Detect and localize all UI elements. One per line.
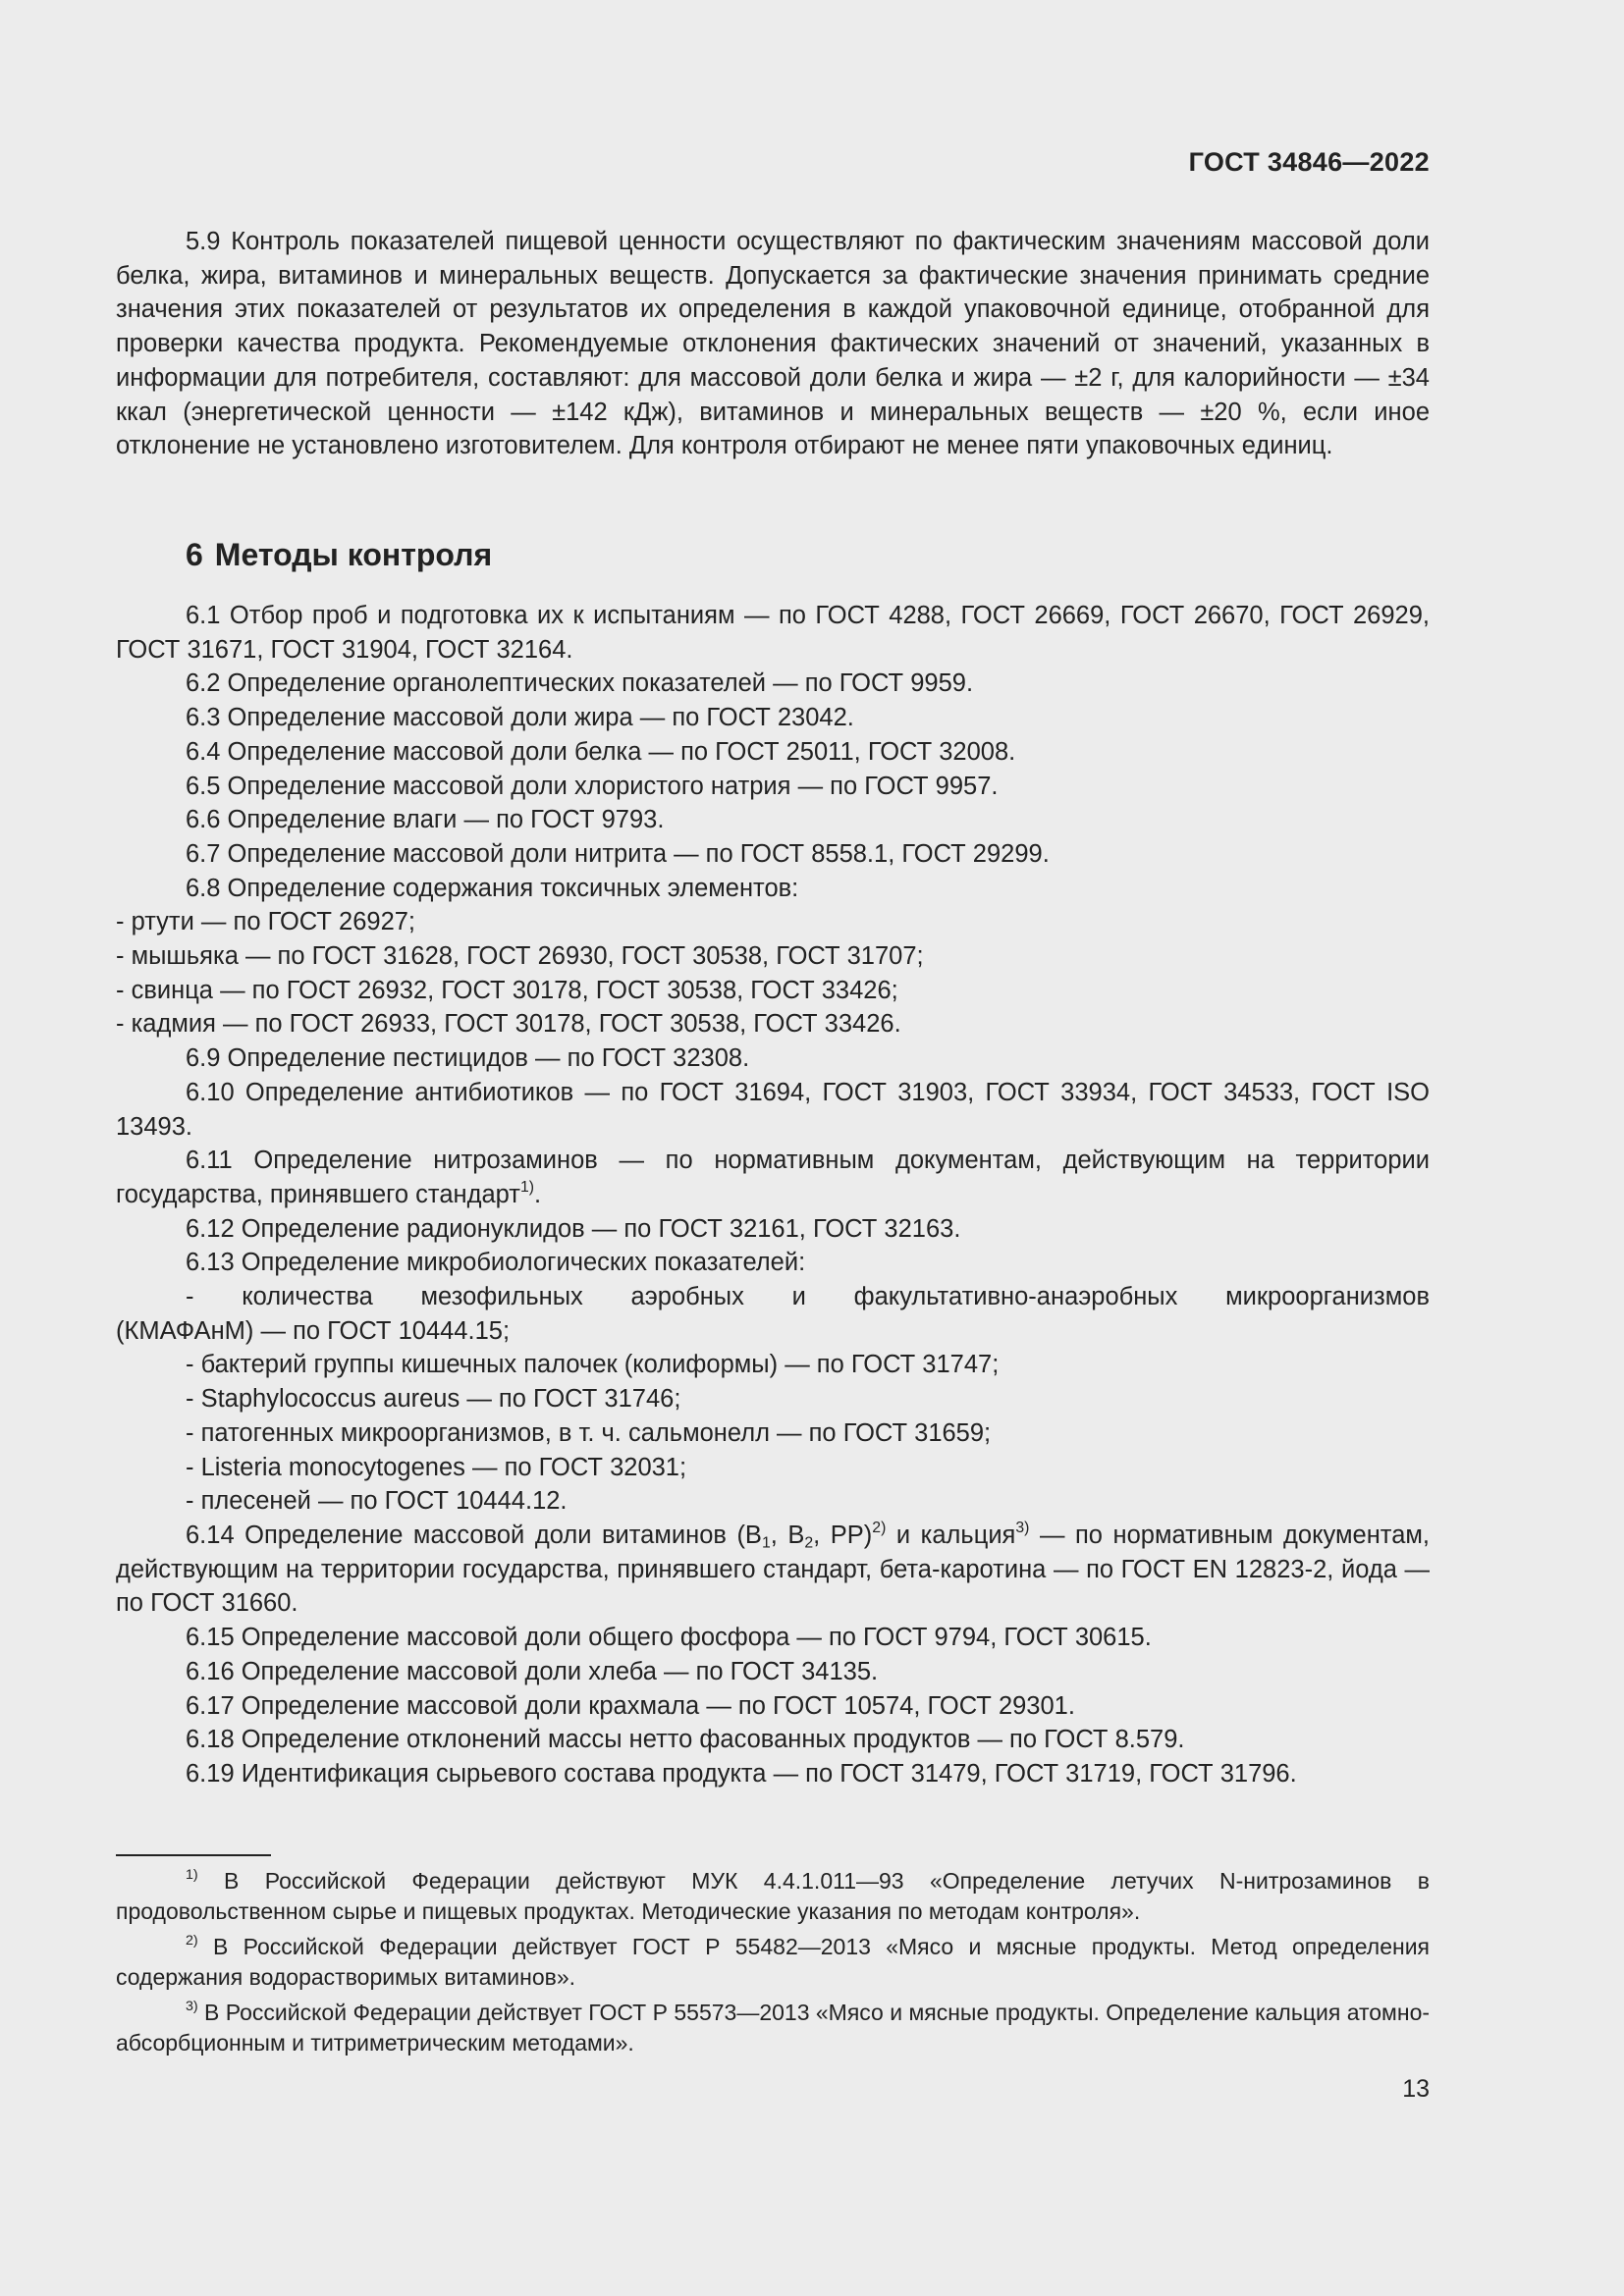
footnote-3 <box>116 1998 1430 2058</box>
footnote-1 <box>116 1866 1430 1927</box>
list-item-text: — по нормативным документам, действующим на территории государства, принявшего стандарт, бета-каротина — по ГОСТ EN 12823-2, йода — по ГОСТ 31660. <box>116 1521 1430 1618</box>
footnote-ref-2: 2) <box>872 1519 887 1536</box>
list-item: 6.2 Определение органолептических показателей — по ГОСТ 9959. <box>186 669 974 698</box>
list-item: 6.3 Определение массовой доли жира — по ГОСТ 23042. <box>186 704 854 732</box>
list-item: 6.10 Определение антибиотиков — по ГОСТ 31694, ГОСТ 31903, ГОСТ 33934, ГОСТ 34533, ГОСТ ISO 13493. <box>116 1078 1430 1141</box>
footnote-2 <box>116 1932 1430 1993</box>
sub-item: - количества мезофильных аэробных и факультативно-анаэробных микроорганизмов <box>186 1283 1430 1311</box>
sub-item: - плесеней — по ГОСТ 10444.12. <box>186 1487 568 1516</box>
subscript: 2 <box>804 1534 814 1552</box>
list-item: 6.19 Идентификация сырьевого состава продукта — по ГОСТ 31479, ГОСТ 31719, ГОСТ 31796. <box>186 1759 1297 1788</box>
paragraph-5-9-text: 5.9 Контроль показателей пищевой ценности осуществляют по фактическим значениям массовой доли белка, жира, витаминов и минеральных веществ. Допускается за фактические значения принимать средние значения этих показателей от результатов их определения в каждой упаковочной единице, отобранной для проверки качества продукта. Рекомендуемые отклонения фактических значений от значений, указанных в информации для потребителя, составляют: для массовой доли белка и жира — ±2 г, для калорийности — ±34 ккал (энергетической ценности — ±142 кДж), витаминов и минеральных веществ — ±20 %, если иное отклонение не установлено изготовителем. Для контроля отбирают не менее пяти упаковочных единиц. <box>116 228 1430 460</box>
list-item <box>116 1144 1430 1211</box>
methods-list <box>116 599 1430 1791</box>
footnote-text: В Российской Федерации действует ГОСТ Р 55482—2013 «Мясо и мясные продукты. Метод определения содержания водорастворимых витаминов». <box>116 1934 1430 1990</box>
document-page <box>116 0 1430 2296</box>
footnote-text: В Российской Федерации действуют МУК 4.4.1.011—93 «Определение летучих N-нитрозаминов в продовольственном сырье и пищевых продуктах. Методические указания по методам контроля». <box>116 1868 1430 1924</box>
document-header: ГОСТ 34846—2022 <box>1188 147 1430 177</box>
section-heading <box>186 537 492 573</box>
footnotes <box>116 1866 1430 2063</box>
footnote-ref-3: 3) <box>1015 1519 1030 1536</box>
sub-item: - ртути — по ГОСТ 26927; <box>116 908 416 936</box>
sub-item: - патогенных микроорганизмов, в т. ч. сальмонелл — по ГОСТ 31659; <box>186 1418 992 1447</box>
list-item-text: 6.14 Определение массовой доли витаминов (B <box>186 1521 762 1549</box>
sub-item: - Staphylococcus aureus — по ГОСТ 31746; <box>186 1385 681 1414</box>
paragraph-5-9 <box>116 225 1430 463</box>
sub-item: - свинца — по ГОСТ 26932, ГОСТ 30178, ГОСТ 30538, ГОСТ 33426; <box>116 976 898 1004</box>
list-item-text: и кальция <box>886 1521 1016 1549</box>
sub-item: - бактерий группы кишечных палочек (колиформы) — по ГОСТ 31747; <box>186 1351 1000 1379</box>
sub-item-continuation: (КМАФАнМ) — по ГОСТ 10444.15; <box>116 1316 511 1345</box>
sub-item: - мышьяка — по ГОСТ 31628, ГОСТ 26930, ГОСТ 30538, ГОСТ 31707; <box>116 942 924 971</box>
list-item: 6.9 Определение пестицидов — по ГОСТ 32308. <box>186 1044 750 1073</box>
list-item-text: , B <box>770 1521 805 1549</box>
sub-item: - кадмия — по ГОСТ 26933, ГОСТ 30178, ГОСТ 30538, ГОСТ 33426. <box>116 1010 901 1039</box>
list-item: 6.1 Отбор проб и подготовка их к испытаниям — по ГОСТ 4288, ГОСТ 26669, ГОСТ 26670, ГОСТ 26929, ГОСТ 31671, ГОСТ 31904, ГОСТ 32164. <box>116 602 1430 664</box>
list-item: 6.18 Определение отклонений массы нетто фасованных продуктов — по ГОСТ 8.579. <box>186 1726 1185 1754</box>
list-item: 6.17 Определение массовой доли крахмала — по ГОСТ 10574, ГОСТ 29301. <box>186 1691 1075 1720</box>
footnote-ref-1: 1) <box>519 1178 534 1196</box>
footnote-mark: 3) <box>186 1999 198 2015</box>
footnote-text: В Российской Федерации действует ГОСТ Р 55573—2013 «Мясо и мясные продукты. Определение кальция атомно-абсорбционным и титриметрическим методами». <box>116 2000 1431 2056</box>
list-item: 6.6 Определение влаги — по ГОСТ 9793. <box>186 806 665 834</box>
list-item: 6.13 Определение микробиологических показателей: <box>186 1249 806 1277</box>
footnote-mark: 1) <box>186 1867 198 1884</box>
footnote-divider <box>116 1854 271 1856</box>
list-item: 6.15 Определение массовой доли общего фосфора — по ГОСТ 9794, ГОСТ 30615. <box>186 1624 1152 1652</box>
page-number: 13 <box>1402 2075 1430 2103</box>
list-item-text: , PP) <box>813 1521 873 1549</box>
sub-item: - Listeria monocytogenes — по ГОСТ 32031; <box>186 1453 687 1481</box>
list-item: 6.8 Определение содержания токсичных элементов: <box>186 874 799 902</box>
list-item-text: 6.11 Определение нитрозаминов — по нормативным документам, действующим на территории государства, принявшего стандарт <box>116 1147 1430 1208</box>
section-number: 6 <box>186 537 203 572</box>
list-item: 6.4 Определение массовой доли белка — по ГОСТ 25011, ГОСТ 32008. <box>186 737 1016 766</box>
list-item: 6.7 Определение массовой доли нитрита — по ГОСТ 8558.1, ГОСТ 29299. <box>186 839 1050 868</box>
section-title: Методы контроля <box>214 537 493 572</box>
list-item-end: . <box>534 1180 542 1208</box>
list-item: 6.16 Определение массовой доли хлеба — по ГОСТ 34135. <box>186 1657 879 1685</box>
subscript: 1 <box>761 1534 771 1552</box>
list-item <box>116 1519 1430 1621</box>
footnote-mark: 2) <box>186 1933 198 1949</box>
list-item: 6.5 Определение массовой доли хлористого натрия — по ГОСТ 9957. <box>186 772 999 800</box>
list-item: 6.12 Определение радионуклидов — по ГОСТ 32161, ГОСТ 32163. <box>186 1214 961 1243</box>
